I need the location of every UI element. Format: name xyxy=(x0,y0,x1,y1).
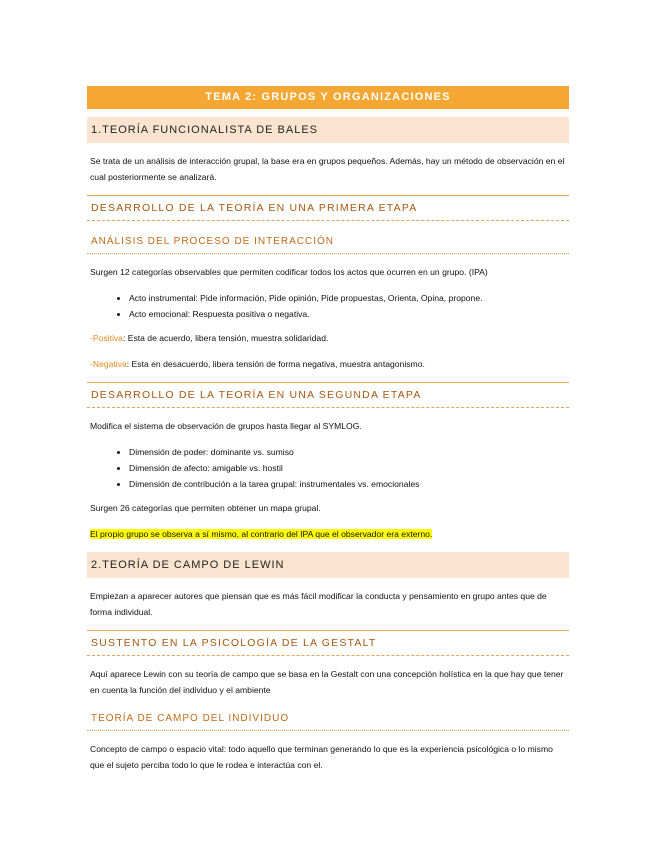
document-title: TEMA 2: GRUPOS Y ORGANIZACIONES xyxy=(87,86,569,109)
section-heading-lewin: 2.TEORÍA DE CAMPO DE LEWIN xyxy=(87,552,569,578)
ipa-subheading: ANÁLISIS DEL PROCESO DE INTERACCIÓN xyxy=(87,231,569,254)
ipa-paragraph: Surgen 12 categorías observables que permiten codificar todos los actos que ocurren en un grupo. (IPA) xyxy=(90,267,488,277)
bales-intro-paragraph: Se trata de un análisis de interacción grupal, la base era en grupos pequeños. Además, hay un método de observación en el cual posteriormente se analizará. xyxy=(90,156,565,182)
stage2-heading: DESARROLLO DE LA TEORÍA EN UNA SEGUNDA ETAPA xyxy=(87,382,569,408)
categories-paragraph: Surgen 26 categorías que permiten obtener un mapa grupal. xyxy=(90,503,321,513)
highlighted-paragraph xyxy=(90,526,569,542)
positiva-paragraph xyxy=(90,330,569,346)
gestalt-paragraph: Aquí aparece Lewin con su teoría de campo que se basa en la Gestalt con una concepción holística en la que hay que tener en cuenta la función del individuo y el ambiente xyxy=(90,669,564,695)
positiva-label: -Positiva xyxy=(90,333,123,343)
list-item: • Dimensión de contribución a la tarea grupal: instrumentales vs. emocionales xyxy=(129,476,569,492)
lewin-intro-paragraph: Empiezan a aparecer autores que piensan que es más fácil modificar la conducta y pensamiento en grupo antes que de forma individual. xyxy=(90,591,547,617)
section-heading-bales: 1.TEORÍA FUNCIONALISTA DE BALES xyxy=(87,117,569,143)
ipa-bullet-list xyxy=(87,290,569,322)
negativa-paragraph xyxy=(90,356,569,372)
list-item: • Dimensión de afecto: amigable vs. hostil xyxy=(129,460,569,476)
list-item: • Acto instrumental: Pide información, Pide opinión, Pide propuestas, Orienta, Opina, propone. xyxy=(129,290,569,306)
symlog-bullet-list xyxy=(87,444,569,492)
stage1-heading: DESARROLLO DE LA TEORÍA EN UNA PRIMERA ETAPA xyxy=(87,195,569,221)
negativa-label: -Negativa xyxy=(90,359,127,369)
document-page xyxy=(87,86,569,783)
positiva-text: : Esta de acuerdo, libera tensión, muestra solidaridad. xyxy=(122,333,329,343)
highlighted-text: El propio grupo se observa a sí mismo, al contrario del IPA que el observador era externo. xyxy=(90,529,433,539)
campo-heading: TEORÍA DE CAMPO DEL INDIVIDUO xyxy=(87,708,569,731)
gestalt-heading: SUSTENTO EN LA PSICOLOGÍA DE LA GESTALT xyxy=(87,630,569,656)
list-item: • Acto emocional: Respuesta positiva o negativa. xyxy=(129,306,569,322)
campo-paragraph: Concepto de campo o espacio vital: todo aquello que terminan generando lo que es la experiencia psicológica o lo mismo que el sujeto perciba todo lo que le rodea e interactúa con el. xyxy=(90,744,553,770)
negativa-text: : Esta en desacuerdo, libera tensión de forma negativa, muestra antagonismo. xyxy=(126,359,425,369)
list-item: • Dimensión de poder: dominante vs. sumiso xyxy=(129,444,569,460)
symlog-paragraph: Modifica el sistema de observación de grupos hasta llegar al SYMLOG. xyxy=(90,421,362,431)
